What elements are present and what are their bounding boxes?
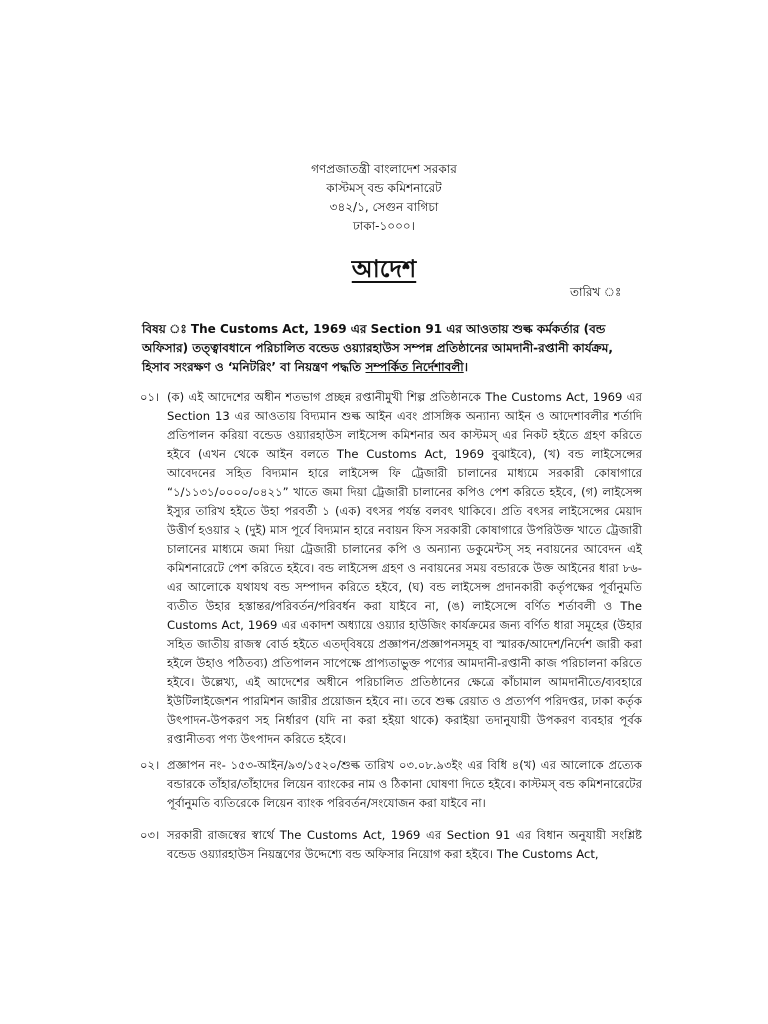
section-text: সরকারী রাজস্বের স্বার্থে The Customs Act, 1969 এর Section 91 এর বিধান অনুযায়ী সংশ্লিষ্ট বন্ডেড ওয়্যারহাউস নিয়ন্ত্রণের উদ্দেশ্যে বন্ড অফিসার নিয়োগ করা হইবে। The Customs Act, [167,828,642,861]
section-03 [140,826,642,864]
letterhead [0,160,768,236]
section-number: ০৩। [140,828,160,842]
subject-end: । [463,360,468,374]
office-name: কাস্টমস্ বন্ড কমিশনারেট [326,181,442,195]
office-address: ৩৪২/১, সেগুন বাগিচা [329,200,439,214]
subject-line [142,320,640,377]
government-name: গণপ্রজাতন্ত্রী বাংলাদেশ সরকার [311,162,457,176]
section-text: (ক) এই আদেশের অধীন শতভাগ প্রচ্ছন্ন রপ্তানীমুখী শিল্প প্রতিষ্ঠানকে The Customs Act, 1969 এর Section 13 এর আওতায় বিদ্যমান শুল্ক আইন এবং প্রাসঙ্গিক অন্যান্য আইন ও আদেশাবলীর শর্তাদি প্রতিপালন করিয়া বন্ডেড ওয়্যারহাউস লাইসেন্স কমিশনার অব কাস্টমস্ এর নিকট হইতে গ্রহণ করিতে হইবে (এখন থেকে আইন বলতে The Customs Act, 1969 বুঝাইবে), (খ) বন্ড লাইসেন্সের আবেদনের সহিত বিদ্যমান হারে লাইসেন্স ফি ট্রেজারী চালানের মাধ্যমে সরকারী কোষাগারে “১/১১৩১/০০০০/০৪২১” খাতে জমা দিয়া ট্রেজারী চালানের কপিও পেশ করিতে হইবে, (গ) লাইসেন্স ইস্যুর তারিখ হইতে উহা পরবর্তী ১ (এক) বৎসর পর্যন্ত বলবৎ থাকিবে। প্রতি বৎসর লাইসেন্সের মেয়াদ উত্তীর্ণ হওয়ার ২ (দুই) মাস পূর্বে বিদ্যমান হারে নবায়ন ফিস সরকারী কোষাগারে উপরিউক্ত খাতে ট্রেজারী চালানের মাধ্যমে জমা দিয়া ট্রেজারী চালানের কপি ও অন্যান্য ডকুমেন্টস্ সহ নবায়নের আবেদন এই কমিশনারেটে পেশ করিতে হইবে। বন্ড লাইসেন্স গ্রহণ ও নবায়নের সময় বন্ডারকে উক্ত আইনের ধারা ৮৬-এর আলোকে যথাযথ বন্ড সম্পাদন করিতে হইবে, (ঘ) বন্ড লাইসেন্স প্রদানকারী কর্তৃপক্ষের পূর্বানুমতি ব্যতীত উহার হস্তান্তর/পরিবর্তন/পরিবর্ধন করা যাইবে না, (ঙ) লাইসেন্সে বর্ণিত শর্তাবলী ও The Customs Act, 1969 এর একাদশ অধ্যায়ে ওয়্যার হাউজিং কার্যক্রমের জন্য বর্ণিত ধারা সমূহের (উহার সহিত জাতীয় রাজস্ব বোর্ড হইতে এতদ্‌বিষয়ে প্রজ্ঞাপন/প্রজ্ঞাপনসমূহ বা স্মারক/আদেশ/নির্দেশ জারী করা হইলে উহাও পঠিতব্য) প্রতিপালন সাপেক্ষে প্রাপ্যতাভুক্ত পণ্যের আমদানী-রপ্তানী কাজ পরিচালনা করিতে হইবে। উল্লেখ্য, এই আদেশের অধীনে পরিচালিত প্রতিষ্ঠানের ক্ষেত্রে কাঁচামাল আমদানীতে/ব্যবহারে ইউটিলাইজেশন পারমিশন জারীর প্রয়োজন হইবে না। তবে শুল্ক রেয়াত ও প্রত্যর্পণ পরিদপ্তর, ঢাকা কর্তৃক উৎপাদন-উপকরণ সহ নির্ধারণ (যদি না করা হইয়া থাকে) করাইয়া তদানুযায়ী উপকরণ ব্যবহার পূর্বক রপ্তানীতব্য পণ্য উৎপাদন করিতে হইবে। [167,390,642,746]
subject-main: বিষয় ঃ The Customs Act, 1969 এর Section 91 এর আওতায় শুল্ক কর্মকর্তার (বন্ড অফিসার) তত্ত্বাবধানে পরিচালিত বন্ডেড ওয়্যারহাউস সম্পন্ন প্রতিষ্ঠানের আমদানী-রপ্তানী কার্যক্রম, হিসাব সংরক্ষণ ও ‘মনিটরিং’ বা নিয়ন্ত্রণ পদ্ধতি [142,322,613,374]
date-label: তারিখ ঃ [570,285,622,299]
section-number: ০২। [140,758,160,772]
section-02 [140,756,642,813]
section-number: ০১। [140,390,160,404]
document-title [0,254,768,284]
title-text: আদেশ [351,255,417,283]
subject-underlined: সম্পর্কিত নির্দেশাবলী [365,360,464,374]
section-01 [140,388,642,749]
office-city: ঢাকা-১০০০। [353,219,415,233]
section-text: প্রজ্ঞাপন নং- ১৫৩-আইন/৯৩/১৫২০/শুল্ক তারিখ ০৩.০৮.৯৩ইং এর বিধি ৪(খ) এর আলোকে প্রত্যেক বন্ডারকে তাঁহার/তাঁহাদের লিয়েন ব্যাংকের নাম ও ঠিকানা ঘোষণা দিতে হইবে। কাস্টমস্ বন্ড কমিশনারেটের পূর্বানুমতি ব্যতিরেকে লিয়েন ব্যাংক পরিবর্তন/সংযোজন করা যাইবে না। [167,758,642,810]
